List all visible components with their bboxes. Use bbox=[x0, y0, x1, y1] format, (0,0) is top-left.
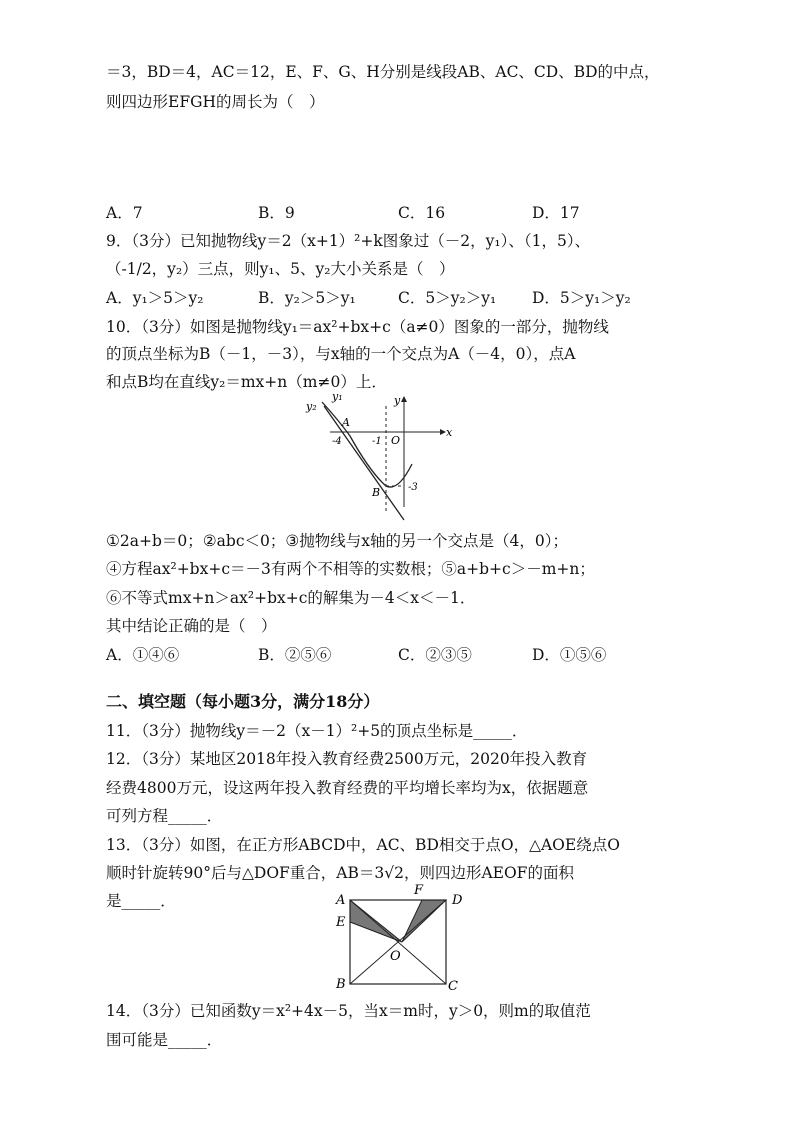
label-y1: y₁ bbox=[332, 390, 343, 403]
q10-parabola-figure bbox=[300, 392, 460, 524]
q8-option-d: D．17 bbox=[532, 204, 580, 222]
label-a: A bbox=[336, 893, 346, 908]
label-point-a: A bbox=[342, 416, 350, 429]
q10-line-3: 和点B均在直线y₂＝mx+n（m≠0）上． bbox=[106, 373, 387, 391]
q9-option-b: B．y₂＞5＞y₁ bbox=[258, 289, 356, 307]
label-minus-4: -4 bbox=[332, 436, 342, 447]
label-origin: O bbox=[391, 434, 401, 447]
label-x-axis: x bbox=[446, 426, 453, 439]
q8-line-1: ＝3，BD＝4，AC＝12，E、F、G、H分别是线段AB、AC、CD、BD的中点， bbox=[106, 63, 660, 81]
label-minus-1: -1 bbox=[372, 436, 382, 447]
q13-square-figure bbox=[330, 883, 470, 994]
q9-line-1: 9．（3分）已知抛物线y＝2（x+1）²+k图象过（－2，y₁）、（1，5）、 bbox=[106, 232, 591, 250]
q10-option-a: A．①④⑥ bbox=[106, 646, 180, 664]
section-2-heading: 二、填空题（每小题3分，满分18分） bbox=[106, 692, 380, 711]
q10-option-c: C．②③⑤ bbox=[398, 646, 472, 664]
q11-line-1: 11．（3分）抛物线y＝－2（x－1）²+5的顶点坐标是_____． bbox=[106, 722, 528, 740]
q12-line-2: 经费4800万元，设这两年投入教育经费的平均增长率均为x，依据题意 bbox=[106, 779, 589, 797]
label-e: E bbox=[336, 915, 346, 930]
q9-line-2: （-1/2，y₂）三点，则y₁、5、y₂大小关系是（ ） bbox=[106, 260, 455, 278]
q10-conclusions-line-3: ⑥不等式mx+n＞ax²+bx+c的解集为－4＜x＜－1． bbox=[106, 589, 476, 607]
q14-line-1: 14．（3分）已知函数y＝x²+4x－5，当x＝m时，y＞0，则m的取值范 bbox=[106, 1002, 591, 1020]
q8-option-a: A．7 bbox=[106, 204, 143, 222]
q13-line-2: 顺时针旋转90°后与△DOF重合，AB＝3√2，则四边形AEOF的面积 bbox=[106, 864, 574, 882]
q9-option-c: C．5＞y₂＞y₁ bbox=[398, 289, 497, 307]
q10-option-b: B．②⑤⑥ bbox=[258, 646, 332, 664]
q12-line-3: 可列方程_____． bbox=[106, 807, 223, 825]
q10-line-1: 10．（3分）如图是抛物线y₁＝ax²+bx+c（a≠0）图象的一部分，抛物线 bbox=[106, 318, 609, 336]
q10-conclusions-line-2: ④方程ax²+bx+c＝－3有两个不相等的实数根；⑤a+b+c＞－m+n； bbox=[106, 560, 595, 578]
label-y-axis: y bbox=[394, 394, 401, 407]
q14-line-2: 围可能是_____． bbox=[106, 1031, 223, 1049]
label-y2: y₂ bbox=[306, 400, 317, 413]
label-b: B bbox=[336, 977, 346, 992]
label-f: F bbox=[414, 883, 424, 898]
q9-option-a: A．y₁＞5＞y₂ bbox=[106, 289, 204, 307]
q8-option-c: C．16 bbox=[398, 204, 446, 222]
q10-option-d: D．①⑤⑥ bbox=[532, 646, 607, 664]
q10-line-2: 的顶点坐标为B（－1，－3），与x轴的一个交点为A（－4，0），点A bbox=[106, 345, 576, 363]
label-c: C bbox=[448, 979, 458, 994]
q10-ask: 其中结论正确的是（ ） bbox=[106, 617, 277, 635]
label-point-b: B bbox=[372, 486, 381, 499]
q9-option-d: D．5＞y₁＞y₂ bbox=[532, 289, 631, 307]
line-y2 bbox=[324, 406, 404, 520]
q10-conclusions-line-1: ①2a+b＝0；②abc＜0；③抛物线与x轴的另一个交点是（4，0）； bbox=[106, 532, 568, 550]
q8-option-b: B．9 bbox=[258, 204, 295, 222]
y-axis-arrow bbox=[401, 396, 407, 402]
q12-line-1: 12．（3分）某地区2018年投入教育经费2500万元，2020年投入教育 bbox=[106, 750, 588, 768]
q8-line-2: 则四边形EFGH的周长为（ ） bbox=[106, 93, 325, 111]
label-minus-3: -3 bbox=[408, 482, 418, 493]
label-d: D bbox=[452, 893, 463, 908]
q13-line-1: 13．（3分）如图，在正方形ABCD中，AC、BD相交于点O，△AOE绕点O bbox=[106, 836, 620, 854]
label-o: O bbox=[390, 949, 401, 964]
q13-line-3: 是_____． bbox=[106, 892, 176, 910]
